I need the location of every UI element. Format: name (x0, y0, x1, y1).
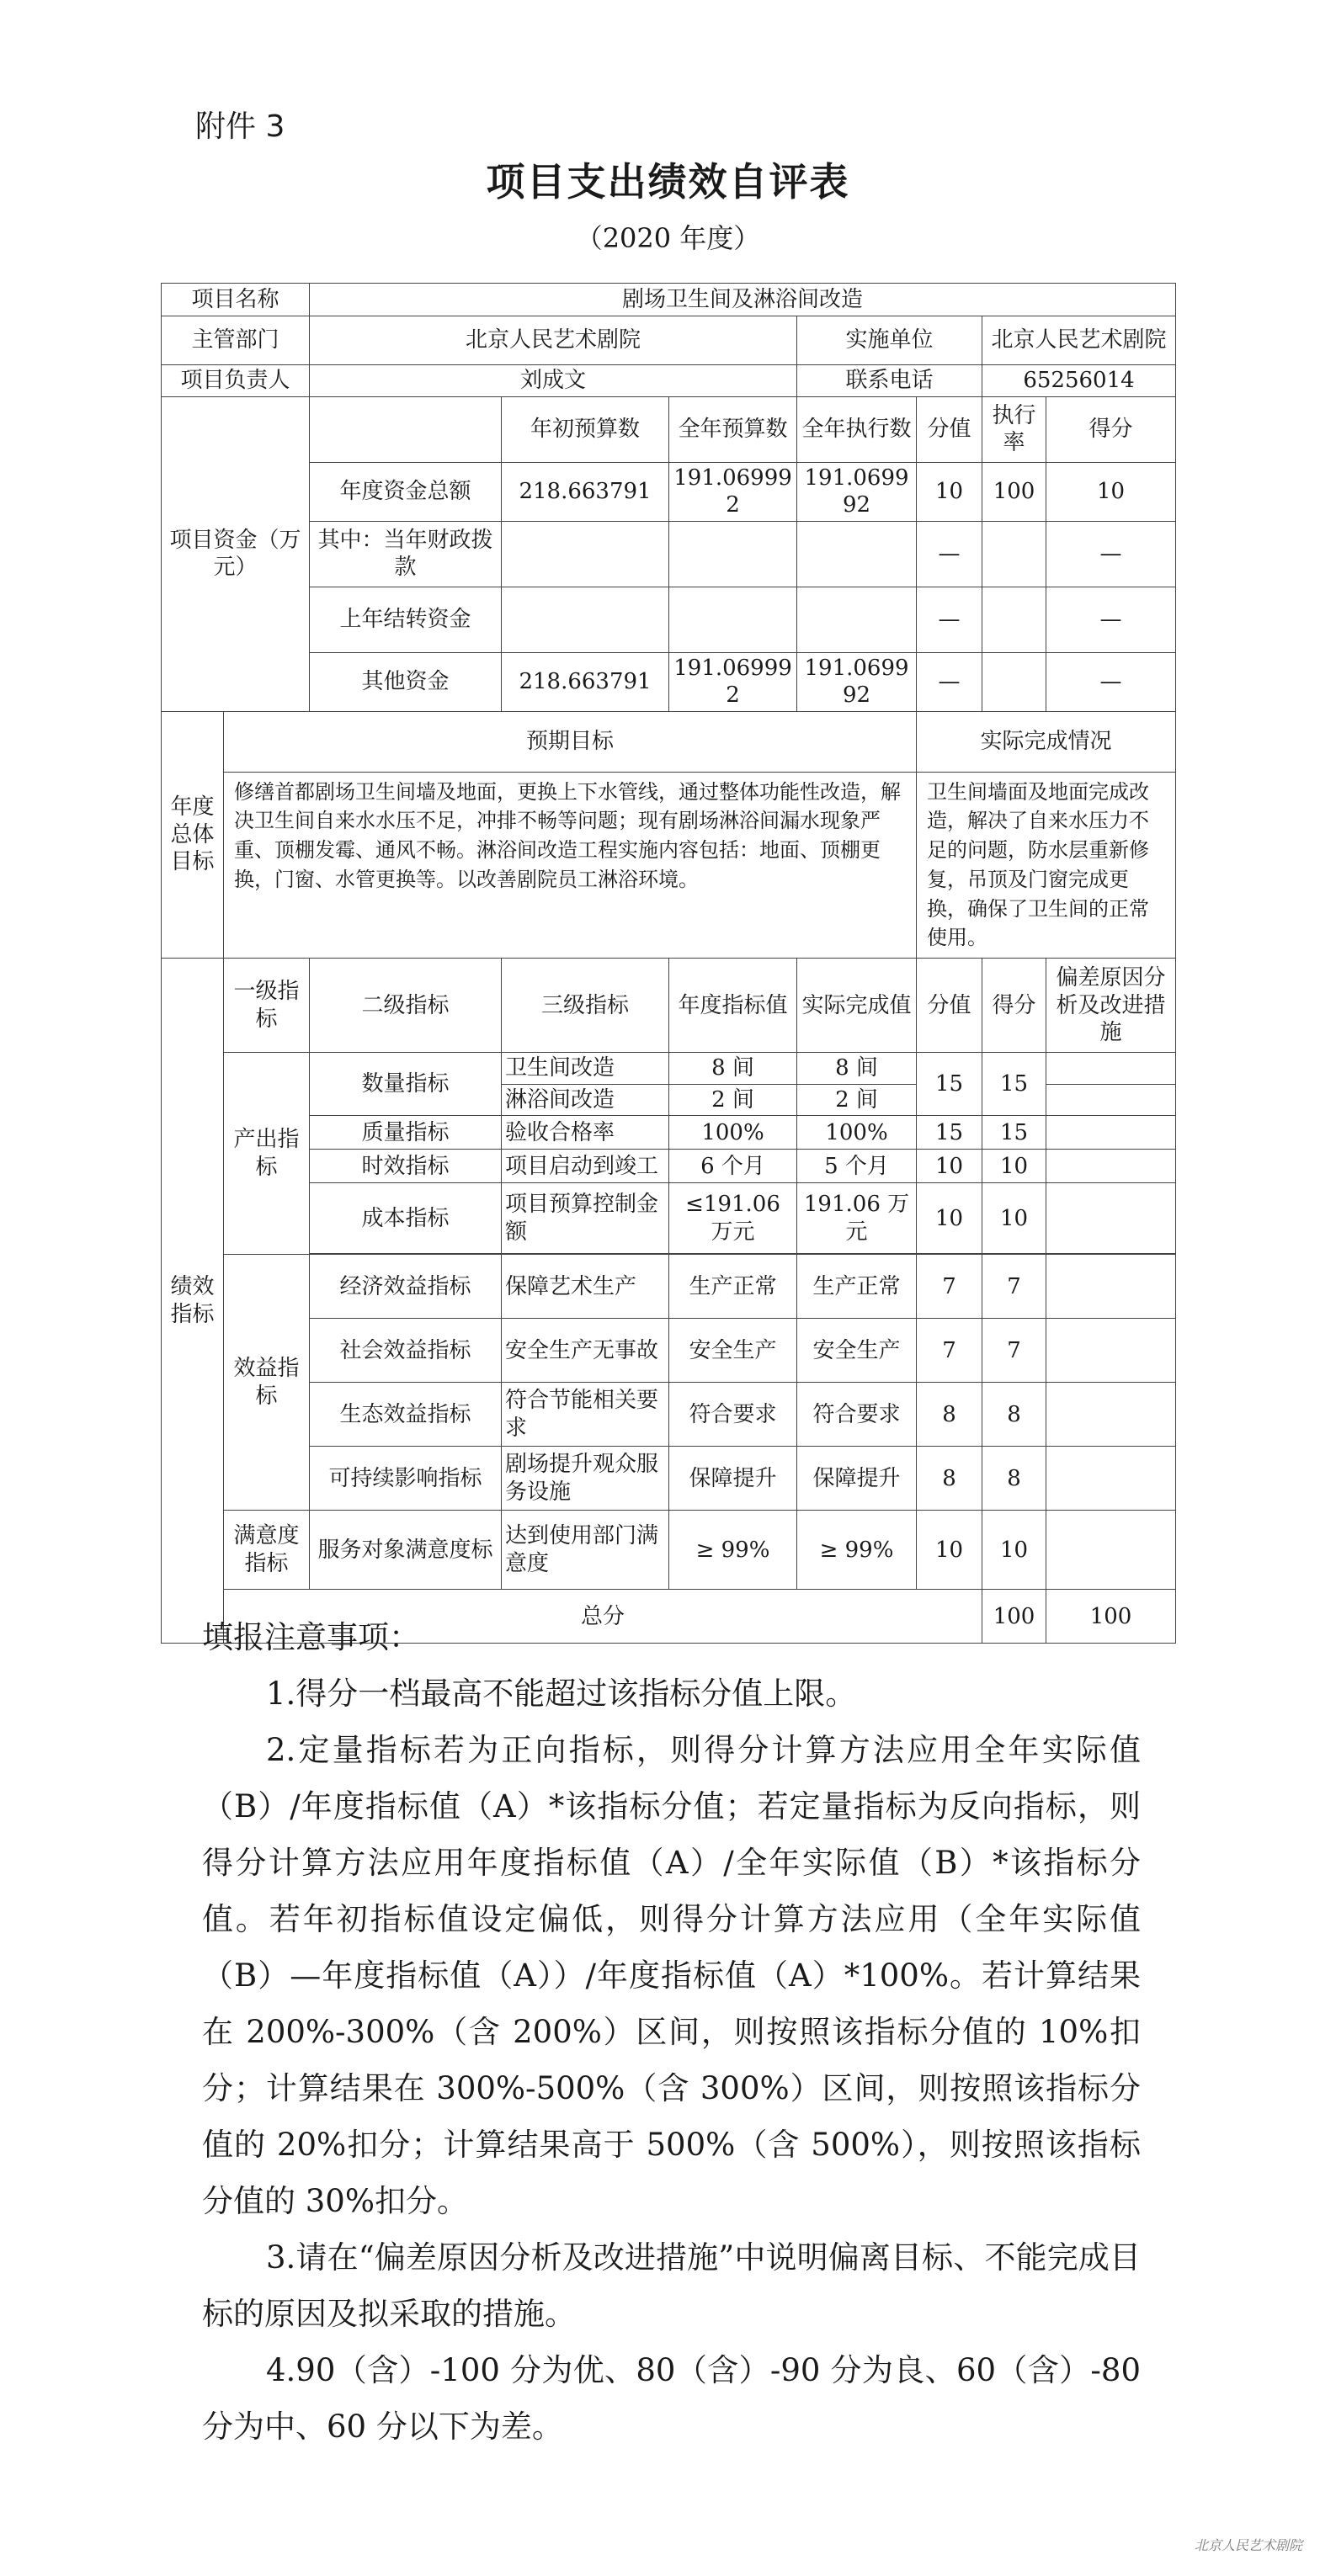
note-item: 2.定量指标若为正向指标，则得分计算方法应用全年实际值（B）/年度指标值（A）*该指标分值；若定量指标为反向指标，则得分计算方法应用年度指标值（A）/全年实际值（B）*该指标分值。若年初指标值设定偏低，则得分计算方法应用（全年实际值（B）—年度指标值（A））/年度指标值（A）*100%。若计算结果在 200%-300%（含 200%）区间，则按照该指标分值的 10%扣分；计算结果在 300%-500%（含 300%）区间，则按照该指标分值的 20%扣分；计算结果高于 500%（含 500%），则按照该指标分值的 30%扣分。 (202, 1732, 1141, 2219)
funds-header-annual: 全年预算数 (669, 396, 797, 462)
timeliness-label: 时效指标 (310, 1150, 502, 1183)
goals-header-row (162, 711, 1176, 772)
funds-row-score-value: 10 (917, 462, 982, 521)
indicator-deviation (1046, 1150, 1176, 1183)
funds-row-rate: 100 (982, 462, 1046, 521)
manager-label: 项目负责人 (162, 365, 310, 397)
indicator-row (162, 1319, 1176, 1383)
page-title: 项目支出绩效自评表 (486, 159, 850, 204)
funds-header-executed: 全年执行数 (797, 396, 917, 462)
indicator-deviation (1046, 1447, 1176, 1511)
funds-row (162, 587, 1176, 652)
indicator-deviation (1046, 1255, 1176, 1319)
indicator-score-value: 8 (917, 1383, 982, 1447)
quantity-score-value: 15 (917, 1053, 982, 1116)
indicator-score: 10 (982, 1150, 1046, 1183)
notes-heading: 填报注意事项： (202, 1619, 420, 1655)
satisfaction-level2: 服务对象满意度标 (310, 1511, 502, 1590)
funds-row-score-value: — (917, 587, 982, 652)
funds-row-initial: 218.663791 (502, 652, 669, 711)
funds-row-initial: 218.663791 (502, 462, 669, 521)
indicator-name: 项目预算控制金额 (502, 1183, 669, 1254)
indicator-deviation (1046, 1084, 1176, 1116)
funds-header-score-value: 分值 (917, 396, 982, 462)
year-subtitle: （2020 年度） (575, 222, 761, 254)
note-item: 3.请在“偏差原因分析及改进措施”中说明偏离目标、不能完成目标的原因及拟采取的措施。 (202, 2239, 1141, 2332)
filling-notes (202, 1609, 1141, 2455)
funds-header-score: 得分 (1046, 396, 1176, 462)
total-score: 100 (1046, 1590, 1176, 1644)
project-name-label: 项目名称 (162, 284, 310, 316)
indicator-actual: 生产正常 (797, 1255, 917, 1319)
indicator-name: 验收合格率 (502, 1116, 669, 1150)
indicator-score: 7 (982, 1319, 1046, 1383)
benefit-level2: 社会效益指标 (310, 1319, 502, 1383)
indicator-name: 剧场提升观众服务设施 (502, 1447, 669, 1511)
goals-expected-text: 修缮首都剧场卫生间墙及地面，更换上下水管线，通过整体功能性改造，解决卫生间自来水水压不足，冲排不畅等问题；现有剧场淋浴间漏水现象严重、顶棚发霉、通风不畅。淋浴间改造工程实施内容包括：地面、顶棚更换，门窗、水管更换等。以改善剧院员工淋浴环境。 (224, 772, 917, 959)
indicator-row (162, 1150, 1176, 1183)
manager-row (162, 365, 1176, 397)
funds-row-rate (982, 521, 1046, 587)
indicator-deviation (1046, 1319, 1176, 1383)
cost-label: 成本指标 (310, 1183, 502, 1254)
ind-header-level3: 三级指标 (502, 959, 669, 1053)
indicator-actual: 100% (797, 1116, 917, 1150)
quality-label: 质量指标 (310, 1116, 502, 1150)
indicator-score: 8 (982, 1383, 1046, 1447)
phone-label: 联系电话 (797, 365, 982, 397)
indicator-actual: 191.06 万元 (797, 1183, 917, 1254)
funds-row-initial (502, 521, 669, 587)
funds-row-score: — (1046, 521, 1176, 587)
benefit-level2: 可持续影响指标 (310, 1447, 502, 1511)
indicator-target: 符合要求 (669, 1383, 797, 1447)
funds-header-rate: 执行率 (982, 396, 1046, 462)
indicator-name: 安全生产无事故 (502, 1319, 669, 1383)
funds-row-name: 其他资金 (310, 652, 502, 711)
indicator-score-value: 15 (917, 1116, 982, 1150)
department-row (162, 316, 1176, 365)
indicator-score: 8 (982, 1447, 1046, 1511)
quantity-score: 15 (982, 1053, 1046, 1116)
ind-header-score: 得分 (982, 959, 1046, 1053)
indicator-actual: 8 间 (797, 1053, 917, 1085)
indicator-row (162, 1053, 1176, 1085)
indicator-deviation (1046, 1053, 1176, 1085)
funds-header-blank (310, 396, 502, 462)
indicator-name: 项目启动到竣工 (502, 1150, 669, 1183)
funds-row-rate (982, 652, 1046, 711)
ind-header-level1: 一级指标 (224, 959, 310, 1053)
project-name-row (162, 284, 1176, 316)
indicator-name: 符合节能相关要求 (502, 1383, 669, 1447)
indicator-row (162, 1255, 1176, 1319)
indicator-score-value: 8 (917, 1447, 982, 1511)
funds-row-annual: 191.069992 (669, 652, 797, 711)
indicator-target: 2 间 (669, 1084, 797, 1116)
output-label: 产出指标 (224, 1053, 310, 1255)
indicator-actual: 保障提升 (797, 1447, 917, 1511)
indicator-score-value: 7 (917, 1255, 982, 1319)
benefit-level2: 生态效益指标 (310, 1383, 502, 1447)
indicator-score: 7 (982, 1255, 1046, 1319)
indicators-label: 绩效指标 (162, 959, 224, 1644)
funds-row-annual (669, 521, 797, 587)
indicator-actual: 符合要求 (797, 1383, 917, 1447)
indicator-name: 淋浴间改造 (502, 1084, 669, 1116)
indicator-actual: ≥ 99% (797, 1511, 917, 1590)
goals-label: 年度总体目标 (162, 711, 224, 959)
watermark: 北京人民艺术剧院 (1194, 2537, 1302, 2553)
funds-row-executed: 191.069992 (797, 652, 917, 711)
department-label: 主管部门 (162, 316, 310, 365)
quantity-label: 数量指标 (310, 1053, 502, 1116)
indicator-row (162, 1447, 1176, 1511)
ind-header-target: 年度指标值 (669, 959, 797, 1053)
indicator-actual: 2 间 (797, 1084, 917, 1116)
indicator-target: ≤191.06 万元 (669, 1183, 797, 1254)
unit-label: 实施单位 (797, 316, 982, 365)
ind-header-deviation: 偏差原因分析及改进措施 (1046, 959, 1176, 1053)
goals-content-row (162, 772, 1176, 959)
indicators-header-row (162, 959, 1176, 1053)
indicator-target: 100% (669, 1116, 797, 1150)
indicator-target: 安全生产 (669, 1319, 797, 1383)
funds-row-score: 10 (1046, 462, 1176, 521)
department-value: 北京人民艺术剧院 (310, 316, 797, 365)
note-item: 4.90（含）-100 分为优、80（含）-90 分为良、60（含）-80 分为中、60 分以下为差。 (202, 2352, 1141, 2445)
funds-row-rate (982, 587, 1046, 652)
indicator-name: 达到使用部门满意度 (502, 1511, 669, 1590)
indicator-deviation (1046, 1511, 1176, 1590)
indicator-target: 6 个月 (669, 1150, 797, 1183)
funds-row-executed (797, 587, 917, 652)
note-item: 1.得分一档最高不能超过该指标分值上限。 (266, 1676, 857, 1712)
indicator-deviation (1046, 1383, 1176, 1447)
phone-value: 65256014 (982, 365, 1176, 397)
indicator-row (162, 1383, 1176, 1447)
project-name-value: 剧场卫生间及淋浴间改造 (310, 284, 1176, 316)
manager-value: 刘成文 (310, 365, 797, 397)
indicator-actual: 5 个月 (797, 1150, 917, 1183)
indicator-row (162, 1511, 1176, 1590)
funds-row-executed: 191.069992 (797, 462, 917, 521)
goals-actual-text: 卫生间墙面及地面完成改造，解决了自来水压力不足的问题，防水层重新修复，吊顶及门窗完成更换，确保了卫生间的正常使用。 (917, 772, 1176, 959)
funds-header-initial: 年初预算数 (502, 396, 669, 462)
indicator-name: 卫生间改造 (502, 1053, 669, 1085)
indicator-row (162, 1183, 1176, 1254)
funds-row-executed (797, 521, 917, 587)
self-evaluation-table (161, 283, 1176, 1644)
funds-row-score-value: — (917, 652, 982, 711)
total-score-value: 100 (982, 1590, 1046, 1644)
indicator-row (162, 1116, 1176, 1150)
funds-row-initial (502, 587, 669, 652)
indicator-target: 生产正常 (669, 1255, 797, 1319)
goals-actual-label: 实际完成情况 (917, 711, 1176, 772)
indicator-target: ≥ 99% (669, 1511, 797, 1590)
indicator-score-value: 10 (917, 1511, 982, 1590)
funds-label: 项目资金（万元） (162, 396, 310, 711)
indicator-score: 10 (982, 1511, 1046, 1590)
attachment-label: 附件 3 (195, 109, 285, 144)
funds-row-score: — (1046, 587, 1176, 652)
funds-row-annual (669, 587, 797, 652)
indicator-deviation (1046, 1116, 1176, 1150)
indicator-target: 8 间 (669, 1053, 797, 1085)
funds-row-score-value: — (917, 521, 982, 587)
funds-row (162, 462, 1176, 521)
indicator-score-value: 7 (917, 1319, 982, 1383)
funds-row-name: 上年结转资金 (310, 587, 502, 652)
total-label: 总分 (224, 1590, 982, 1644)
indicator-deviation (1046, 1183, 1176, 1254)
unit-value: 北京人民艺术剧院 (982, 316, 1176, 365)
funds-row (162, 521, 1176, 587)
benefit-label: 效益指标 (224, 1255, 310, 1511)
indicator-score: 10 (982, 1183, 1046, 1254)
ind-header-level2: 二级指标 (310, 959, 502, 1053)
indicator-target: 保障提升 (669, 1447, 797, 1511)
indicator-actual: 安全生产 (797, 1319, 917, 1383)
satisfaction-label: 满意度指标 (224, 1511, 310, 1590)
indicator-score-value: 10 (917, 1150, 982, 1183)
funds-row-name: 其中：当年财政拨款 (310, 521, 502, 587)
indicator-score-value: 10 (917, 1183, 982, 1254)
indicator-score: 15 (982, 1116, 1046, 1150)
funds-row-score: — (1046, 652, 1176, 711)
funds-header-row (162, 396, 1176, 462)
ind-header-score-value: 分值 (917, 959, 982, 1053)
benefit-level2: 经济效益指标 (310, 1255, 502, 1319)
funds-row-annual: 191.069992 (669, 462, 797, 521)
indicator-name: 保障艺术生产 (502, 1255, 669, 1319)
goals-expected-label: 预期目标 (224, 711, 917, 772)
ind-header-actual: 实际完成值 (797, 959, 917, 1053)
funds-row-name: 年度资金总额 (310, 462, 502, 521)
funds-row (162, 652, 1176, 711)
